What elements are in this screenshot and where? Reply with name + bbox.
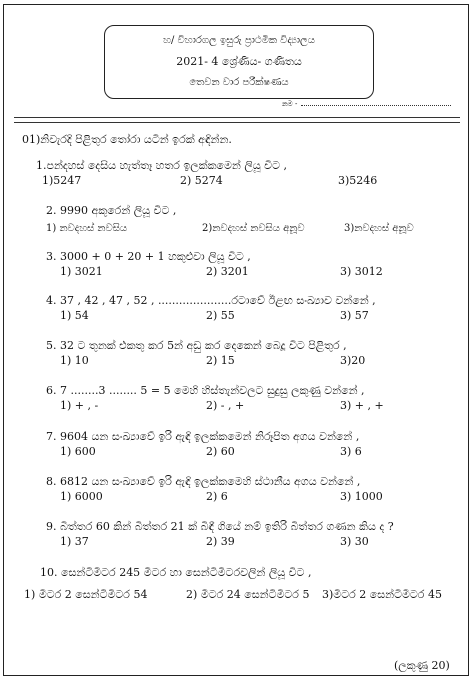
term-title: තෙවන වාර පරීක්ෂණය [189, 77, 289, 88]
option: 1) නවදහස් නවසිය [46, 223, 128, 234]
option: 2) - , + [206, 399, 245, 412]
option: 3)20 [340, 354, 366, 367]
option: 1) 6000 [60, 490, 103, 503]
option: 1) + , - [60, 399, 99, 412]
option: 2) 55 [206, 309, 235, 322]
option: 3)5246 [338, 174, 378, 187]
option: 3)මීටර 2 සෙන්ටිමීටර 45 [322, 588, 442, 601]
total-marks: (ලකුණු 20) [394, 659, 450, 672]
option: 2) 6 [206, 490, 228, 503]
option: 3) 30 [340, 535, 369, 548]
option: 2) මීටර 24 සෙන්ටිමීටර 5 [186, 588, 310, 601]
option: 1) 10 [60, 354, 89, 367]
question-stem: 10. සෙන්ටිමීටර 245 මීටර හා සෙන්ටිමීටරවලින් ලියූ විට , [40, 566, 312, 579]
question-stem: 6. 7 ........3 ........ 5 = 5 මෙහි හිස්තැන්වලට සුදුසු ලකුණු වන්නේ , [46, 384, 365, 397]
option: 3) 3012 [340, 265, 383, 278]
option: 1)5247 [42, 174, 82, 187]
name-dotted-line [301, 105, 451, 106]
school-name: හ/ විහාරගල ඉසුරු ප්‍රාථමික විද්‍යාලය [163, 35, 315, 46]
option: 2) 5274 [180, 174, 223, 187]
name-field [282, 100, 451, 109]
option: 2) 15 [206, 354, 235, 367]
divider-line [14, 117, 460, 118]
grade-subject: 2021- 4 ශ්‍රේණිය- ගණිතය [176, 55, 302, 68]
option: 2) 39 [206, 535, 235, 548]
question-stem: 9. බිත්තර 60 කින් බිත්තර 21 ක් බිඳී ගියේ නම් ඉතිරි බිත්තර ගණන කිය ද ? [46, 520, 394, 533]
option: 2) 60 [206, 445, 235, 458]
option: 2) 3201 [206, 265, 249, 278]
header-box [104, 25, 374, 99]
question-stem: 4. 37 , 42 , 47 , 52 , .....................රටාවේ ඊළඟ සංඛ්‍යාව වන්නේ , [46, 294, 376, 307]
question-stem: 3. 3000 + 0 + 20 + 1 හකුළුවා ලියූ විට , [46, 250, 251, 263]
option: 3) + , + [340, 399, 384, 412]
question-stem: 5. 32 ට තුනක් එකතු කර 5න් අඩු කර දෙකෙන් බෙදූ විට පිළිතුර , [46, 339, 347, 352]
option: 1) 54 [60, 309, 89, 322]
option: 1) 3021 [60, 265, 103, 278]
question-stem: 1.පන්දහස් දෙසිය හැත්තෑ හතර ඉලක්කමෙන් ලියූ විට , [36, 159, 287, 172]
name-label: නම - [282, 100, 298, 108]
exam-paper [3, 4, 469, 676]
instruction: 01)නිවැරදි පිළිතුර තෝරා යටින් ඉරක් අඳින්න. [22, 133, 232, 146]
option: 1) 600 [60, 445, 96, 458]
question-stem: 2. 9990 අකුරෙන් ලියූ විට , [46, 204, 177, 217]
question-stem: 8. 6812 යන සංඛ්‍යාවේ ඉරි ඇඳි ඉලක්කමෙහි ස්ථානීය අගය වන්නේ , [46, 475, 361, 488]
option: 3) 57 [340, 309, 369, 322]
option: 1) 37 [60, 535, 89, 548]
question-stem: 7. 9604 යන සංඛ්‍යාවේ ඉරි ඇඳි ඉලක්කමෙන් නිරූපිත අගය වන්නේ , [46, 430, 360, 443]
option: 1) මීටර 2 සෙන්ටිමීටර 54 [24, 588, 148, 601]
option: 3)නවදහස් අනූව [344, 223, 414, 234]
option: 3) 1000 [340, 490, 383, 503]
option: 3) 6 [340, 445, 362, 458]
divider-line [14, 122, 460, 123]
option: 2)නවදහස් නවසිය අනූව [202, 223, 305, 234]
